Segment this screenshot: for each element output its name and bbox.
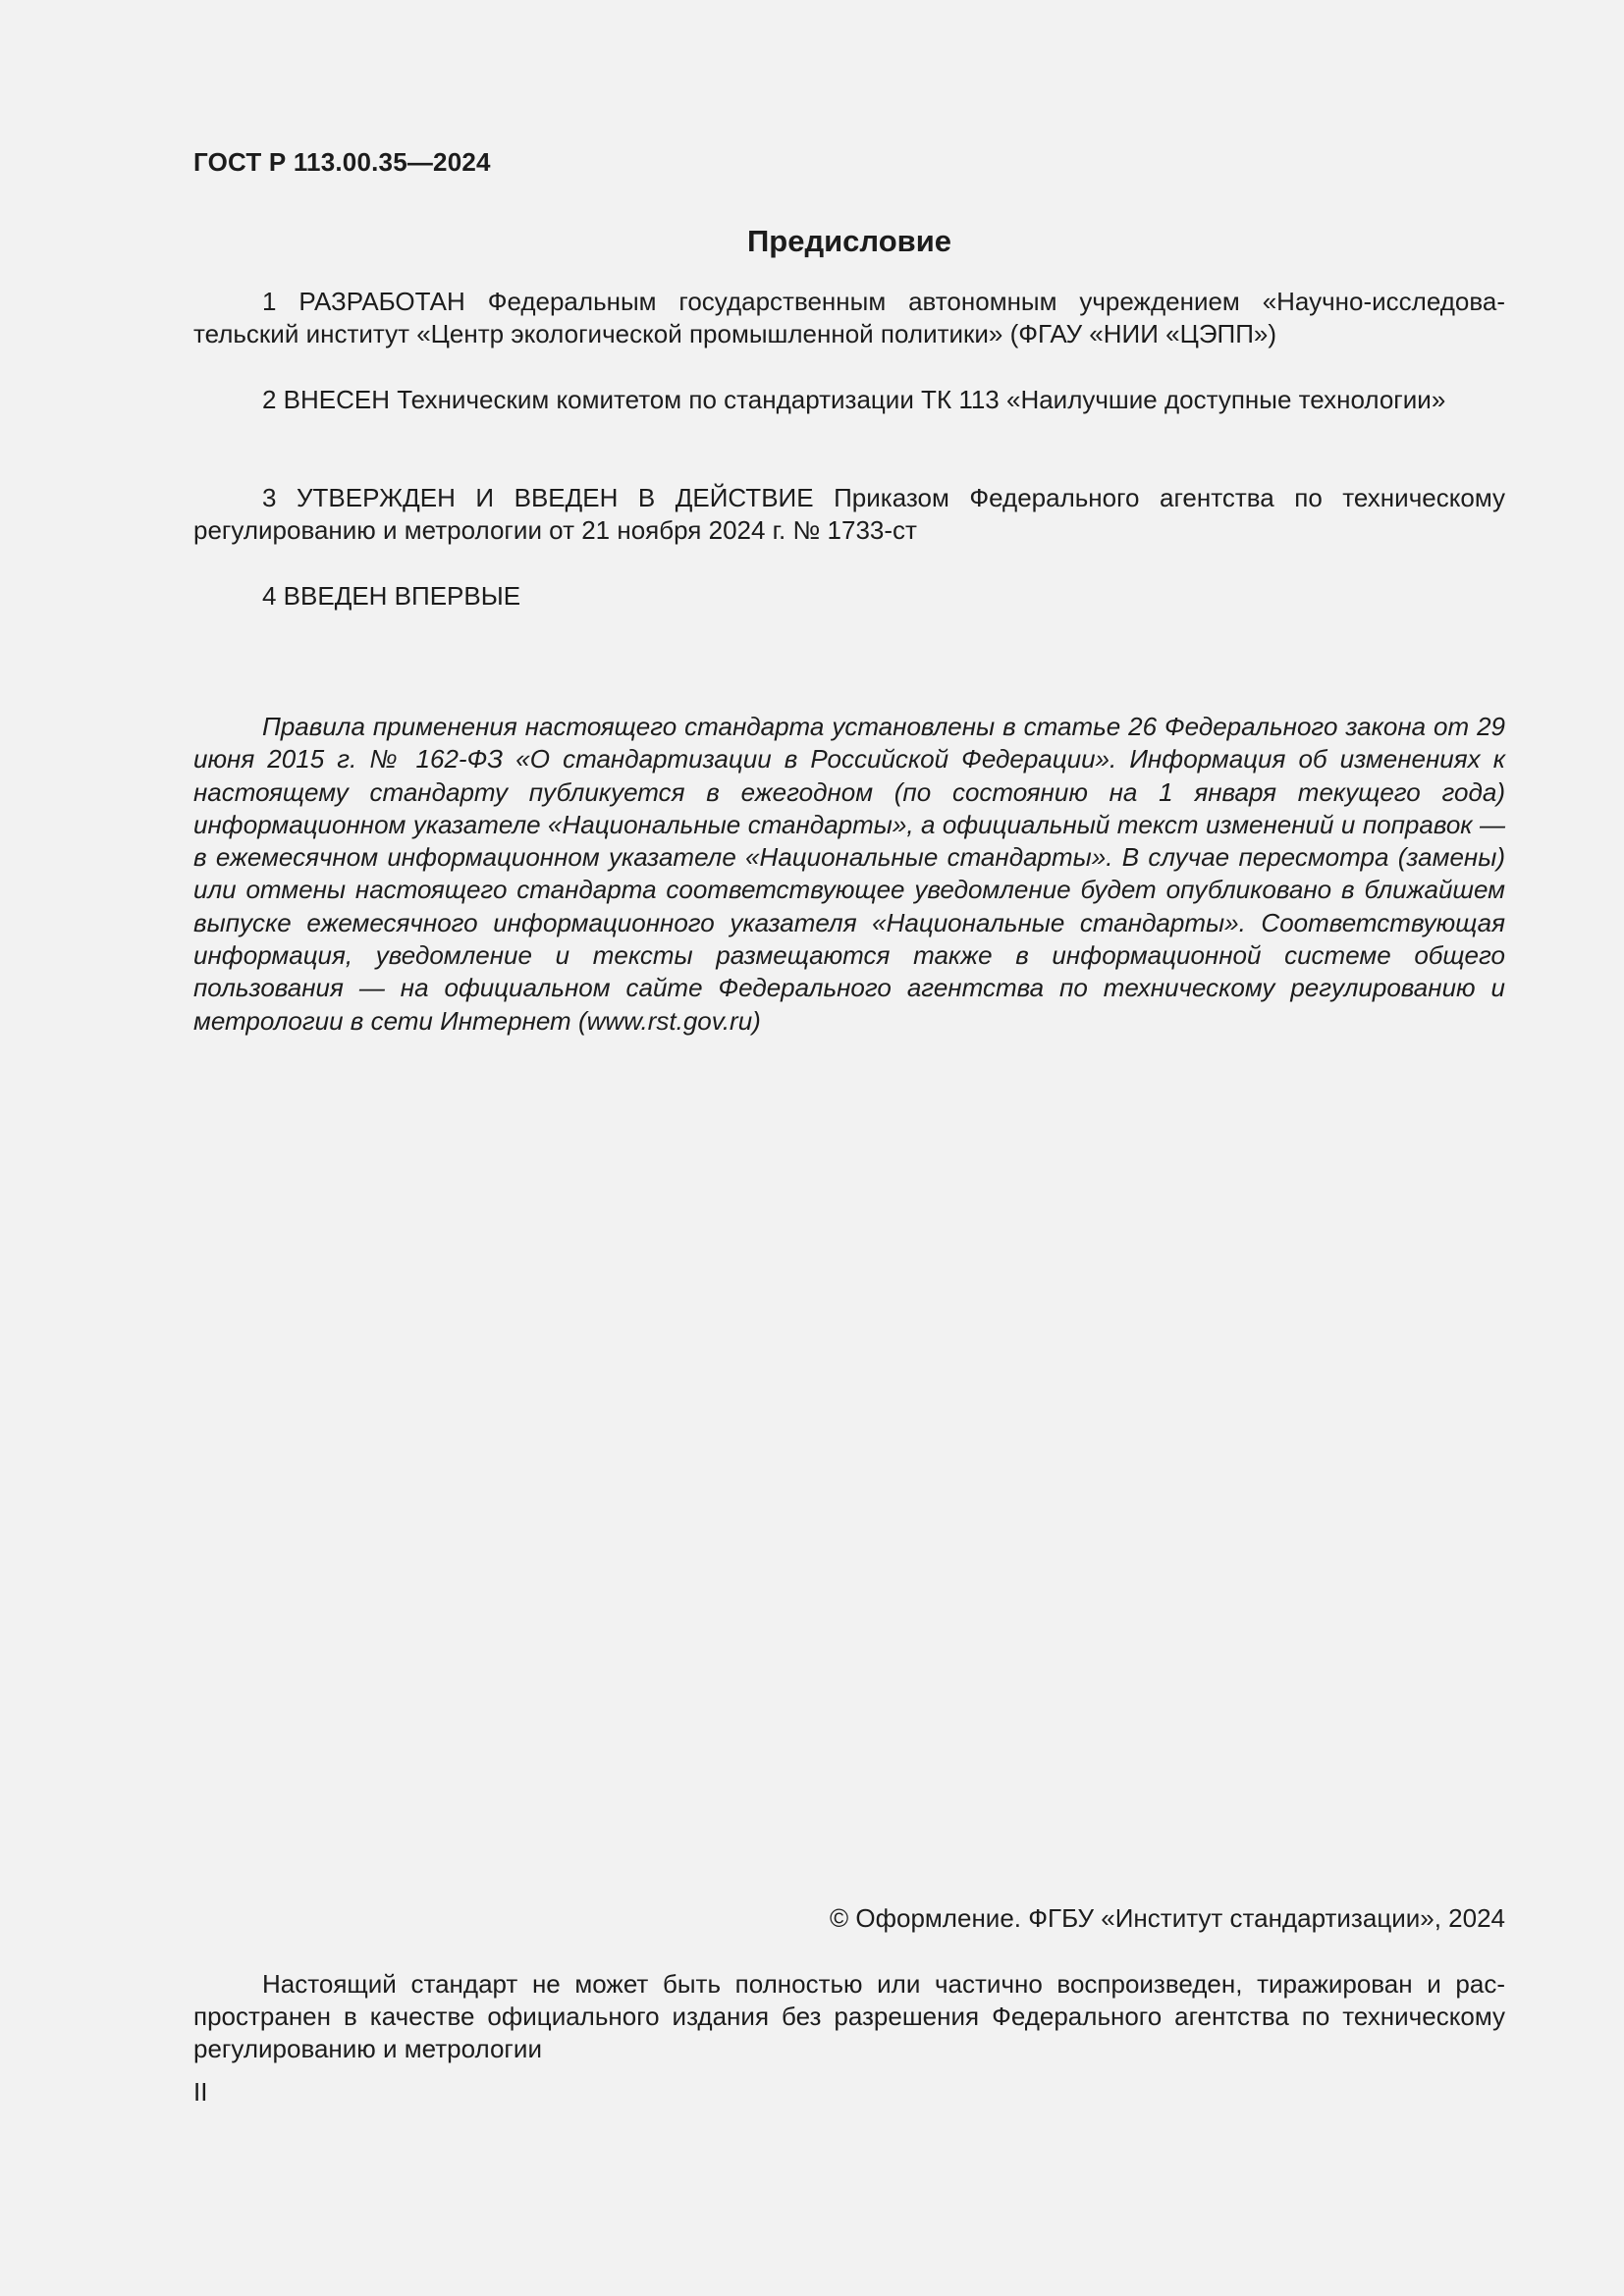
application-rules-notice: Правила применения настоящего стандарта установлены в статье 26 Федерального закона от 29 июня 2015 г. № 162-ФЗ «О стандартизации в Российской Федерации». Информация об изменениях к настоящему стандарту публикуется в ежегодном (по состоянию на 1 января текущего года) информационном указателе «Национальные стандарты», а официальный текст изменений и поправок — в ежемесячном информационном указателе «Национальные стандарты». В случае пересмотра (замены) или отмены настоящего стандарта соответствующее уведомление будет опубликовано в ближайшем выпуске ежемесячного информационного указателя «Национальные стандарты». Соответствующая информация, уведомление и тексты размещаются также в информационной системе общего пользования — на официальном сайте Федерального агентства по техническому регулированию и метрологии в сети Интернет (www.rst.gov.ru)	[193, 712, 1505, 1036]
copyright-line: © Оформление. ФГБУ «Институт стандартизации», 2024	[830, 1903, 1505, 1933]
reprint-restriction-notice: Настоящий стандарт не может быть полностью или частично воспроизведен, тиражирован и распространен в качестве официального издания без разрешения Федерального агентства по техническому регулированию и метрологии	[193, 1969, 1505, 2063]
foreword-item-4: 4 ВВЕДЕН ВПЕРВЫЕ	[262, 581, 521, 611]
page-number: II	[193, 2077, 208, 2107]
foreword-item-2: 2 ВНЕСЕН Техническим комитетом по стандартизации ТК 113 «Наилучшие доступные технологии»	[262, 385, 1446, 414]
document-code: ГОСТ Р 113.00.35—2024	[193, 147, 491, 177]
document-page	[193, 0, 1505, 2296]
foreword-item-1: 1 РАЗРАБОТАН Федеральным государственным автономным учреждением «Научно-исследовательский институт «Центр экологической промышленной политики» (ФГАУ «НИИ «ЦЭПП»)	[193, 287, 1505, 348]
foreword-item-3: 3 УТВЕРЖДЕН И ВВЕДЕН В ДЕЙСТВИЕ Приказом Федерального агентства по техническому регулированию и метрологии от 21 ноября 2024 г. № 1733-ст	[193, 483, 1505, 545]
section-title: Предисловие	[746, 224, 951, 258]
